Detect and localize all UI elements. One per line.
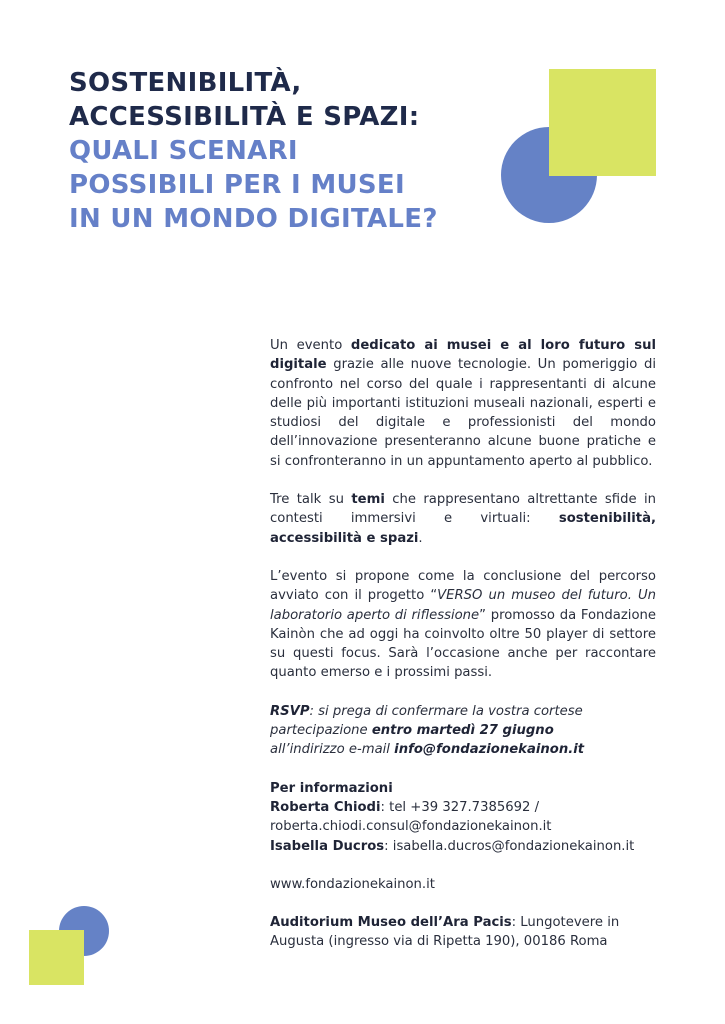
title-line-3: QUALI SCENARI <box>69 136 298 166</box>
venue-address: : Lungotevere in Augusta (ingresso via di Ripetta 190), 00186 Roma <box>270 915 620 950</box>
rsvp-email-link[interactable]: info@fondazionekainon.it <box>394 742 585 758</box>
rsvp-text-2: all’indirizzo e-mail <box>270 742 395 758</box>
rsvp-deadline: entro martedì 27 giugno <box>371 723 554 739</box>
intro-paragraph <box>270 336 656 471</box>
conclusion-paragraph <box>270 567 656 683</box>
venue-paragraph <box>270 913 656 952</box>
rsvp-paragraph <box>270 702 656 760</box>
talks-paragraph <box>270 490 656 548</box>
contact-1-email-link[interactable]: roberta.chiodi.consul@fondazionekainon.it <box>270 819 552 835</box>
talks-bold-temi: temi <box>351 492 385 508</box>
intro-pre: Un evento <box>270 338 351 353</box>
venue-name: Auditorium Museo dell’Ara Pacis <box>270 915 512 931</box>
conclusion-post: ” promosso da Fondazione Kainòn che ad oggi ha coinvolto oltre 50 player di settore su questi focus. Sarà l’occasione anche per raccontare quanto emerso e i prossimi passi. <box>270 607 656 681</box>
decorative-square-top <box>549 69 656 176</box>
info-heading: Per informazioni <box>270 780 393 796</box>
talks-post: . <box>418 530 423 546</box>
conclusion-pre: L’evento si propone come la conclusione del percorso avviato con il progetto “ <box>270 568 656 604</box>
contact-2-name: Isabella Ducros <box>270 838 385 854</box>
talks-bold-themes: sostenibilità, accessibilità e spazi <box>270 511 656 546</box>
title-line-5: IN UN MONDO DIGITALE? <box>69 204 438 234</box>
conclusion-italic: VERSO un museo del futuro. Un laboratorio aperto di riflessione <box>270 588 656 623</box>
rsvp-text-1: : si prega di confermare la vostra cortese partecipazione <box>270 703 583 739</box>
intro-bold: dedicato ai musei e al loro futuro sul digitale <box>270 338 656 373</box>
contact-1-name: Roberta Chiodi <box>270 799 381 815</box>
decorative-square-bottom <box>29 930 84 985</box>
body-text <box>270 336 656 971</box>
info-paragraph <box>270 779 656 856</box>
contact-1-tel: : tel +39 327.7385692 / <box>380 799 540 815</box>
website-paragraph <box>270 875 656 894</box>
title-line-1: SOSTENIBILITÀ, <box>69 68 302 98</box>
title-line-2: ACCESSIBILITÀ E SPAZI: <box>69 102 420 132</box>
page-title <box>69 66 509 236</box>
title-line-4: POSSIBILI PER I MUSEI <box>69 170 405 200</box>
talks-pre: Tre talk su <box>270 492 352 508</box>
website-link[interactable]: www.fondazionekainon.it <box>270 876 435 892</box>
talks-mid: che rappresentano altrettante sfide in contesti immersivi e virtuali: <box>270 492 656 527</box>
rsvp-label: RSVP <box>270 703 310 719</box>
intro-post: grazie alle nuove tecnologie. Un pomeriggio di confronto nel corso del quale i rappresentanti di alcune delle più importanti istituzioni museali nazionali, esperti e studiosi del digitale e professionisti del mondo dell’innovazione presenteranno alcune buone pratiche e si confronteranno in un appuntamento aperto al pubblico. <box>270 357 656 469</box>
contact-2-email-link[interactable]: : isabella.ducros@fondazionekainon.it <box>384 838 635 854</box>
